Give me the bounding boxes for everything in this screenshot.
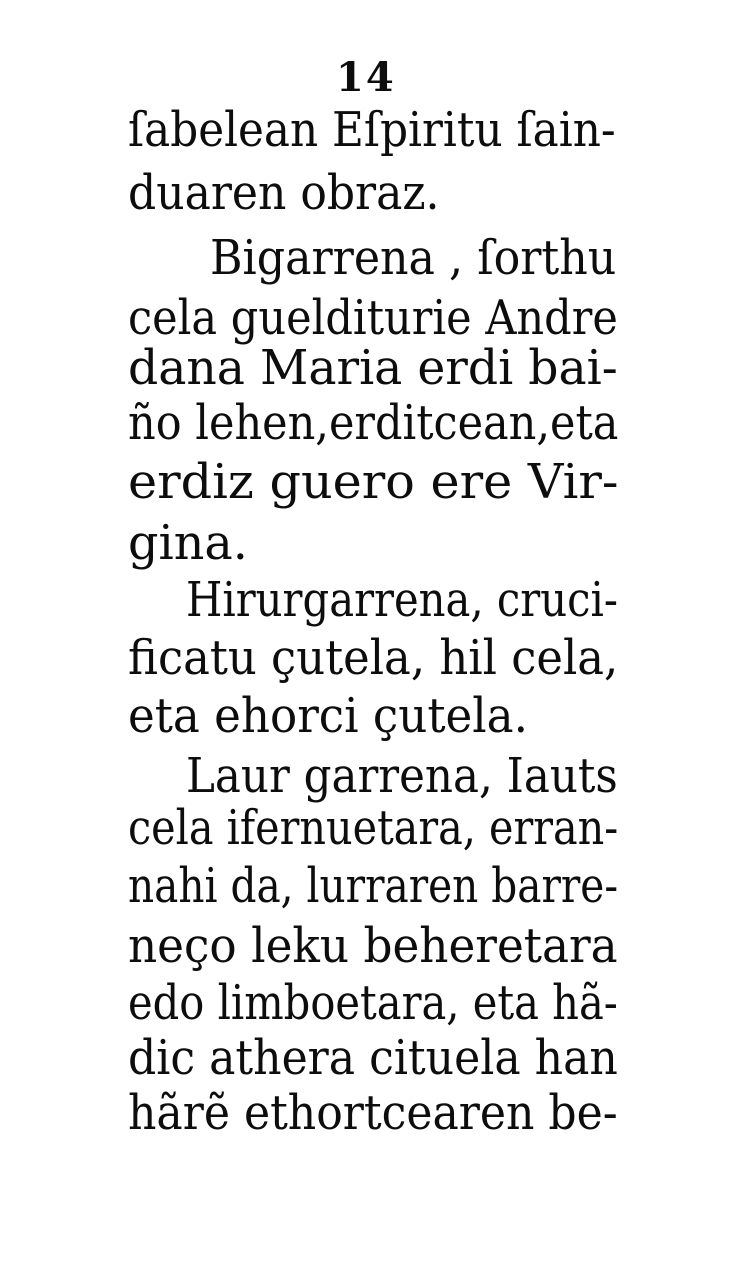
text-line: Hirurgarrena, cruci-: [186, 572, 618, 628]
text-line: hãrẽ ethortcearen be-: [128, 1085, 618, 1141]
text-line: ño lehen,erditcean,eta: [128, 395, 619, 451]
text-line: nahi da, lurraren barre-: [128, 858, 619, 914]
text-line: eta ehorci çutela.: [128, 688, 528, 744]
text-line: dana Maria erdi bai-: [128, 340, 618, 396]
text-line: edo limboetara, eta hã-: [128, 975, 618, 1031]
text-line: ficatu çutela, hil cela,: [128, 630, 619, 686]
text-line: erdiz guero ere Vir-: [128, 454, 619, 510]
text-line: gina.: [128, 515, 248, 571]
text-line: dic athera cituela han: [128, 1030, 618, 1086]
text-line: neço leku beheretara: [128, 918, 618, 974]
text-line: cela ifernuetara, erran-: [128, 800, 619, 856]
text-line: ſabelean Eſpiritu ſain-: [128, 102, 616, 158]
text-line: cela guelditurie Andre: [128, 290, 618, 346]
page-number: 14: [336, 54, 396, 101]
text-line: duaren obraz.: [128, 165, 440, 221]
text-line: Bigarrena , ſorthu: [210, 230, 617, 286]
text-line: Laur garrena, Iauts: [186, 748, 618, 804]
